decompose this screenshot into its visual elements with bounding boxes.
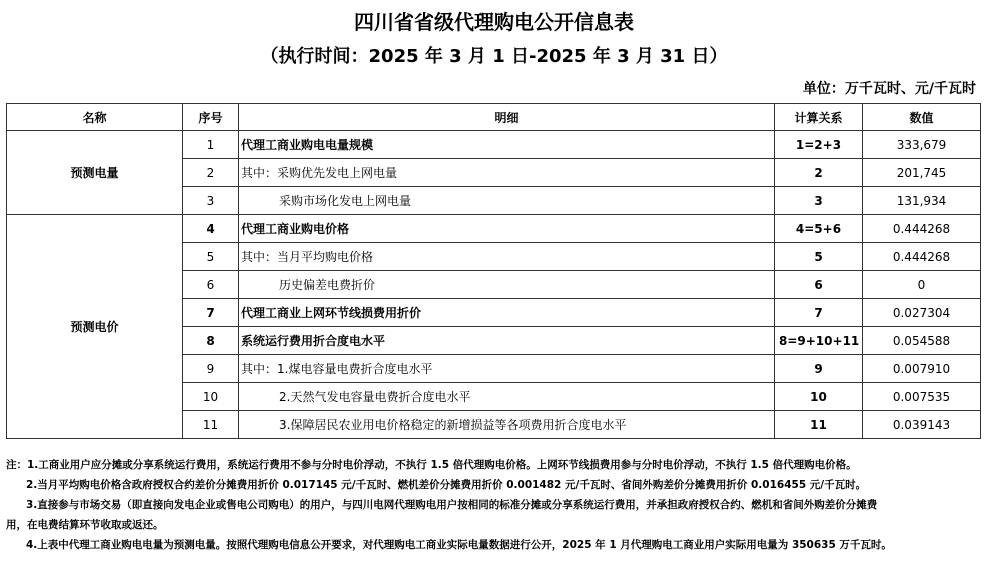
row-relation: 2 bbox=[775, 159, 863, 187]
note-3-continued: 用，在电费结算环节收取或返还。 bbox=[6, 519, 164, 531]
row-relation: 9 bbox=[775, 355, 863, 383]
group-label-volume: 预测电量 bbox=[7, 131, 183, 215]
row-seq: 9 bbox=[183, 355, 239, 383]
page-subtitle: （执行时间：2025 年 3 月 1 日-2025 年 3 月 31 日） bbox=[260, 46, 728, 67]
header-seq: 序号 bbox=[183, 104, 239, 131]
row-relation: 5 bbox=[775, 243, 863, 271]
header-value: 数值 bbox=[863, 104, 981, 131]
row-seq: 11 bbox=[183, 411, 239, 439]
row-value: 0.039143 bbox=[863, 411, 981, 439]
row-relation: 3 bbox=[775, 187, 863, 215]
row-value: 201,745 bbox=[863, 159, 981, 187]
note-4: 4.上表中代理工商业购电电量为预测电量。按照代理购电信息公开要求，对代理购电工商业实际电量数据进行公开，2025 年 1 月代理购电工商业用户实际用电量为 350635 万千瓦时。 bbox=[26, 539, 892, 551]
row-seq: 4 bbox=[183, 215, 239, 243]
row-value: 131,934 bbox=[863, 187, 981, 215]
row-seq: 6 bbox=[183, 271, 239, 299]
price-table bbox=[6, 103, 981, 439]
table-row bbox=[7, 131, 981, 159]
row-seq: 2 bbox=[183, 159, 239, 187]
row-seq: 7 bbox=[183, 299, 239, 327]
row-detail: 2.天然气发电容量电费折合度电水平 bbox=[239, 383, 775, 411]
header-relation: 计算关系 bbox=[775, 104, 863, 131]
row-detail: 其中：1.煤电容量电费折合度电水平 bbox=[239, 355, 775, 383]
row-seq: 5 bbox=[183, 243, 239, 271]
row-detail: 其中：当月平均购电价格 bbox=[239, 243, 775, 271]
row-detail: 代理工商业上网环节线损费用折价 bbox=[239, 299, 775, 327]
row-value: 0.007535 bbox=[863, 383, 981, 411]
table-row bbox=[7, 215, 981, 243]
group-label-price: 预测电价 bbox=[7, 215, 183, 439]
note-2: 2.当月平均购电价格含政府授权合约差价分摊费用折价 0.017145 元/千瓦时、燃机差价分摊费用折价 0.001482 元/千瓦时、省间外购差价分摊费用折价 0.016455 元/千瓦时。 bbox=[26, 479, 867, 491]
row-detail: 采购市场化发电上网电量 bbox=[239, 187, 775, 215]
row-value: 0.444268 bbox=[863, 215, 981, 243]
row-relation: 6 bbox=[775, 271, 863, 299]
header-name: 名称 bbox=[7, 104, 183, 131]
row-relation: 8=9+10+11 bbox=[775, 327, 863, 355]
unit-label: 单位：万千瓦时、元/千瓦时 bbox=[802, 81, 976, 97]
row-value: 0.007910 bbox=[863, 355, 981, 383]
row-value: 0 bbox=[863, 271, 981, 299]
table-header-row bbox=[7, 104, 981, 131]
row-detail: 其中：采购优先发电上网电量 bbox=[239, 159, 775, 187]
row-value: 0.444268 bbox=[863, 243, 981, 271]
row-detail: 3.保障居民农业用电价格稳定的新增损益等各项费用折合度电水平 bbox=[239, 411, 775, 439]
row-detail: 系统运行费用折合度电水平 bbox=[239, 327, 775, 355]
notes-section bbox=[6, 455, 980, 555]
page-title: 四川省省级代理购电公开信息表 bbox=[354, 10, 634, 34]
row-relation: 7 bbox=[775, 299, 863, 327]
row-seq: 10 bbox=[183, 383, 239, 411]
note-3: 3.直接参与市场交易（即直接向发电企业或售电公司购电）的用户，与四川电网代理购电用户按相同的标准分摊或分享系统运行费用，并承担政府授权合约、燃机和省间外购差价分摊费 bbox=[26, 499, 878, 511]
row-value: 0.027304 bbox=[863, 299, 981, 327]
header-detail: 明细 bbox=[239, 104, 775, 131]
row-detail: 代理工商业购电电量规模 bbox=[239, 131, 775, 159]
row-seq: 8 bbox=[183, 327, 239, 355]
row-relation: 4=5+6 bbox=[775, 215, 863, 243]
row-detail: 代理工商业购电价格 bbox=[239, 215, 775, 243]
row-value: 333,679 bbox=[863, 131, 981, 159]
row-relation: 10 bbox=[775, 383, 863, 411]
row-relation: 11 bbox=[775, 411, 863, 439]
row-seq: 1 bbox=[183, 131, 239, 159]
row-detail: 历史偏差电费折价 bbox=[239, 271, 775, 299]
row-relation: 1=2+3 bbox=[775, 131, 863, 159]
row-value: 0.054588 bbox=[863, 327, 981, 355]
row-seq: 3 bbox=[183, 187, 239, 215]
note-1: 注：1.工商业用户应分摊或分享系统运行费用，系统运行费用不参与分时电价浮动，不执行 1.5 倍代理购电价格。上网环节线损费用参与分时电价浮动，不执行 1.5 倍代理购电价格。 bbox=[6, 459, 857, 471]
